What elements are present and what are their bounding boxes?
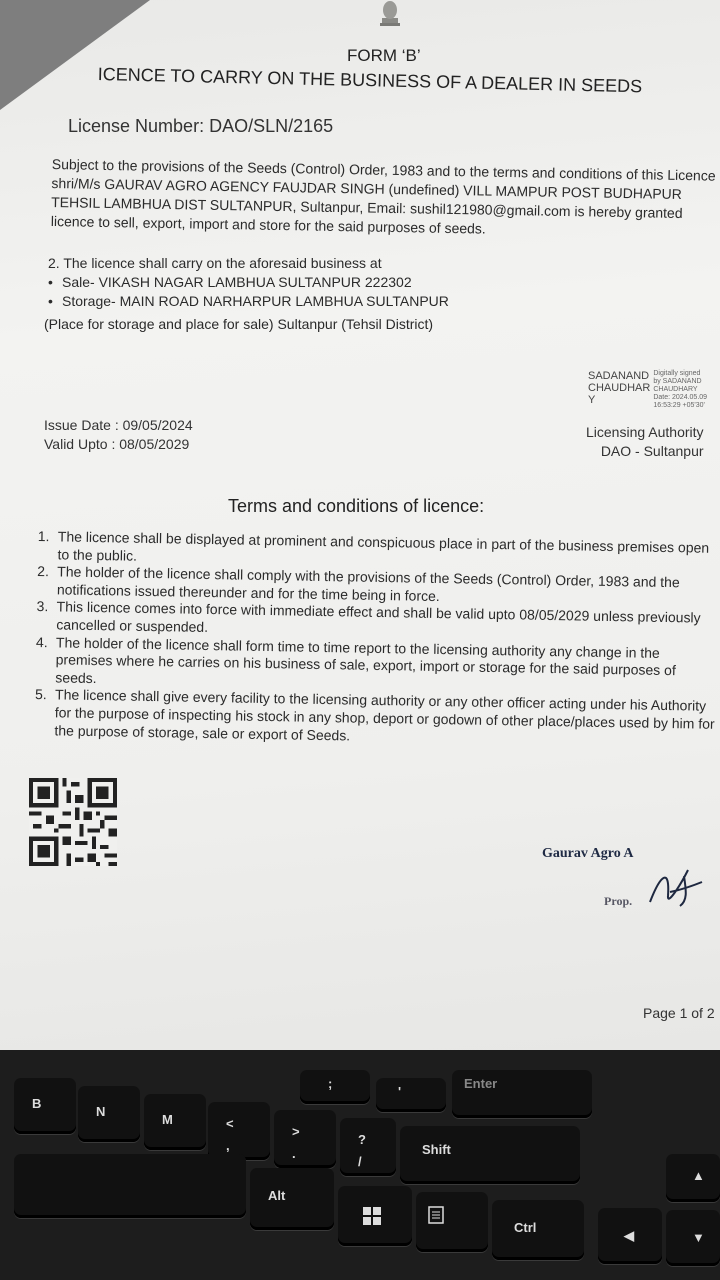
place-of-business: (Place for storage and place for sale) Sultanpur (Tehsil District)	[44, 316, 434, 332]
sale-address: • Sale- VIKASH NAGAR LAMBHUA SULTANPUR 222302	[48, 273, 449, 292]
signer-name-line2: CHAUDHAR	[588, 382, 651, 394]
key-semicolon[interactable]: ;	[300, 1070, 370, 1104]
term-item: 4. The holder of the licence shall form time to time report to the licensing authority any change in the premises where he carries on his business of sale, export, import or storage for the said purposes of seeds.	[35, 633, 676, 686]
term-item: 2. The holder of the licence shall comply with the provisions of the Seeds (Control) Order, 1983 and the notifications issued thereunder and for the time being in force.	[37, 563, 680, 604]
key-arrow-left[interactable]: ◀	[598, 1208, 662, 1264]
issue-date: Issue Date : 09/05/2024	[44, 417, 193, 433]
digital-signature	[588, 370, 707, 410]
terms-list	[34, 528, 718, 751]
menu-icon	[428, 1206, 444, 1224]
proprietor-stamp: Prop.	[604, 894, 633, 908]
key-enter[interactable]: Enter	[452, 1070, 592, 1118]
licensing-authority	[586, 423, 704, 461]
key-quote[interactable]: '	[376, 1078, 446, 1112]
agency-stamp: Gaurav Agro A	[542, 846, 634, 861]
key-n[interactable]: N	[78, 1086, 140, 1142]
key-arrow-up[interactable]: ▲	[666, 1154, 720, 1202]
key-menu[interactable]	[416, 1192, 488, 1252]
digital-sign-line2: by SADANAND	[653, 378, 702, 385]
key-slash[interactable]: ? /	[340, 1118, 396, 1176]
digital-sign-line5: 16:53:29 +05'30'	[653, 402, 705, 409]
page-number: Page 1 of 2	[643, 1005, 715, 1021]
terms-heading: Terms and conditions of licence:	[228, 496, 485, 516]
key-alt[interactable]: Alt	[250, 1168, 334, 1230]
digital-sign-line4: Date: 2024.05.09	[653, 394, 708, 401]
key-b[interactable]: B	[14, 1078, 76, 1134]
signer-name-line3: Y	[588, 394, 596, 406]
license-number: License Number: DAO/SLN/2165	[68, 116, 334, 136]
digital-sign-line3: CHAUDHARY	[653, 386, 698, 393]
document-title: ICENCE TO CARRY ON THE BUSINESS OF A DEALER IN SEEDS	[97, 64, 643, 97]
storage-address: • Storage- MAIN ROAD NARHARPUR LAMBHUA SULTANPUR	[48, 292, 449, 311]
term-item: 5. The licence shall give every facility to the licensing authority or any other officer acting under his Authority for the purpose of inspecting his stock in any shop, deport or godown of other place/places used by him for the purpose of storage, sale or export of Seeds.	[34, 686, 715, 744]
key-windows[interactable]	[338, 1186, 412, 1246]
handwritten-signature	[640, 856, 710, 912]
business-location-section	[48, 254, 449, 311]
key-ctrl[interactable]: Ctrl	[492, 1200, 584, 1260]
key-shift[interactable]: Shift	[400, 1126, 580, 1184]
authority-title: Licensing Authority	[586, 424, 704, 440]
key-arrow-down[interactable]: ▼	[666, 1210, 720, 1266]
term-item: 3. This licence comes into force with immediate effect and shall be valid upto 08/05/2029 unless previously cancelled or suspended.	[36, 598, 701, 635]
page-shadow	[0, 0, 150, 110]
licence-dates	[44, 416, 193, 454]
national-emblem-icon	[376, 0, 404, 26]
signer-name-line1: SADANAND	[588, 370, 650, 382]
key-m[interactable]: M	[144, 1094, 206, 1150]
term-item: 1. The licence shall be displayed at prominent and conspicuous place in part of the business premises open to the public.	[37, 528, 710, 564]
licence-grant-paragraph: Subject to the provisions of the Seeds (Control) Order, 1983 and to the terms and conditions of this Licence shri/M/s GAURAV AGRO AGENCY FAUJDAR SINGH (undefined) VILL MAMPUR POST BUDHAPUR TEHSIL LAMBHUA DIST SULTANPUR, Sultanpur, Email: sushil121980@gmail.com is hereby granted licence to sell, export, import and store for the said purposes of seeds.	[50, 155, 716, 237]
form-title: FORM ‘B’	[347, 46, 421, 65]
authority-office: DAO - Sultanpur	[600, 443, 704, 459]
windows-icon	[362, 1206, 382, 1226]
key-spacebar[interactable]	[14, 1154, 246, 1218]
valid-upto: Valid Upto : 08/05/2029	[44, 436, 190, 452]
digital-sign-line1: Digitally signed	[653, 370, 701, 377]
keyboard	[0, 1050, 720, 1280]
business-location-intro: 2. The licence shall carry on the aforesaid business at	[48, 255, 382, 271]
qr-code	[28, 778, 118, 866]
key-comma[interactable]: < ,	[208, 1102, 270, 1160]
key-period[interactable]: > .	[274, 1110, 336, 1168]
